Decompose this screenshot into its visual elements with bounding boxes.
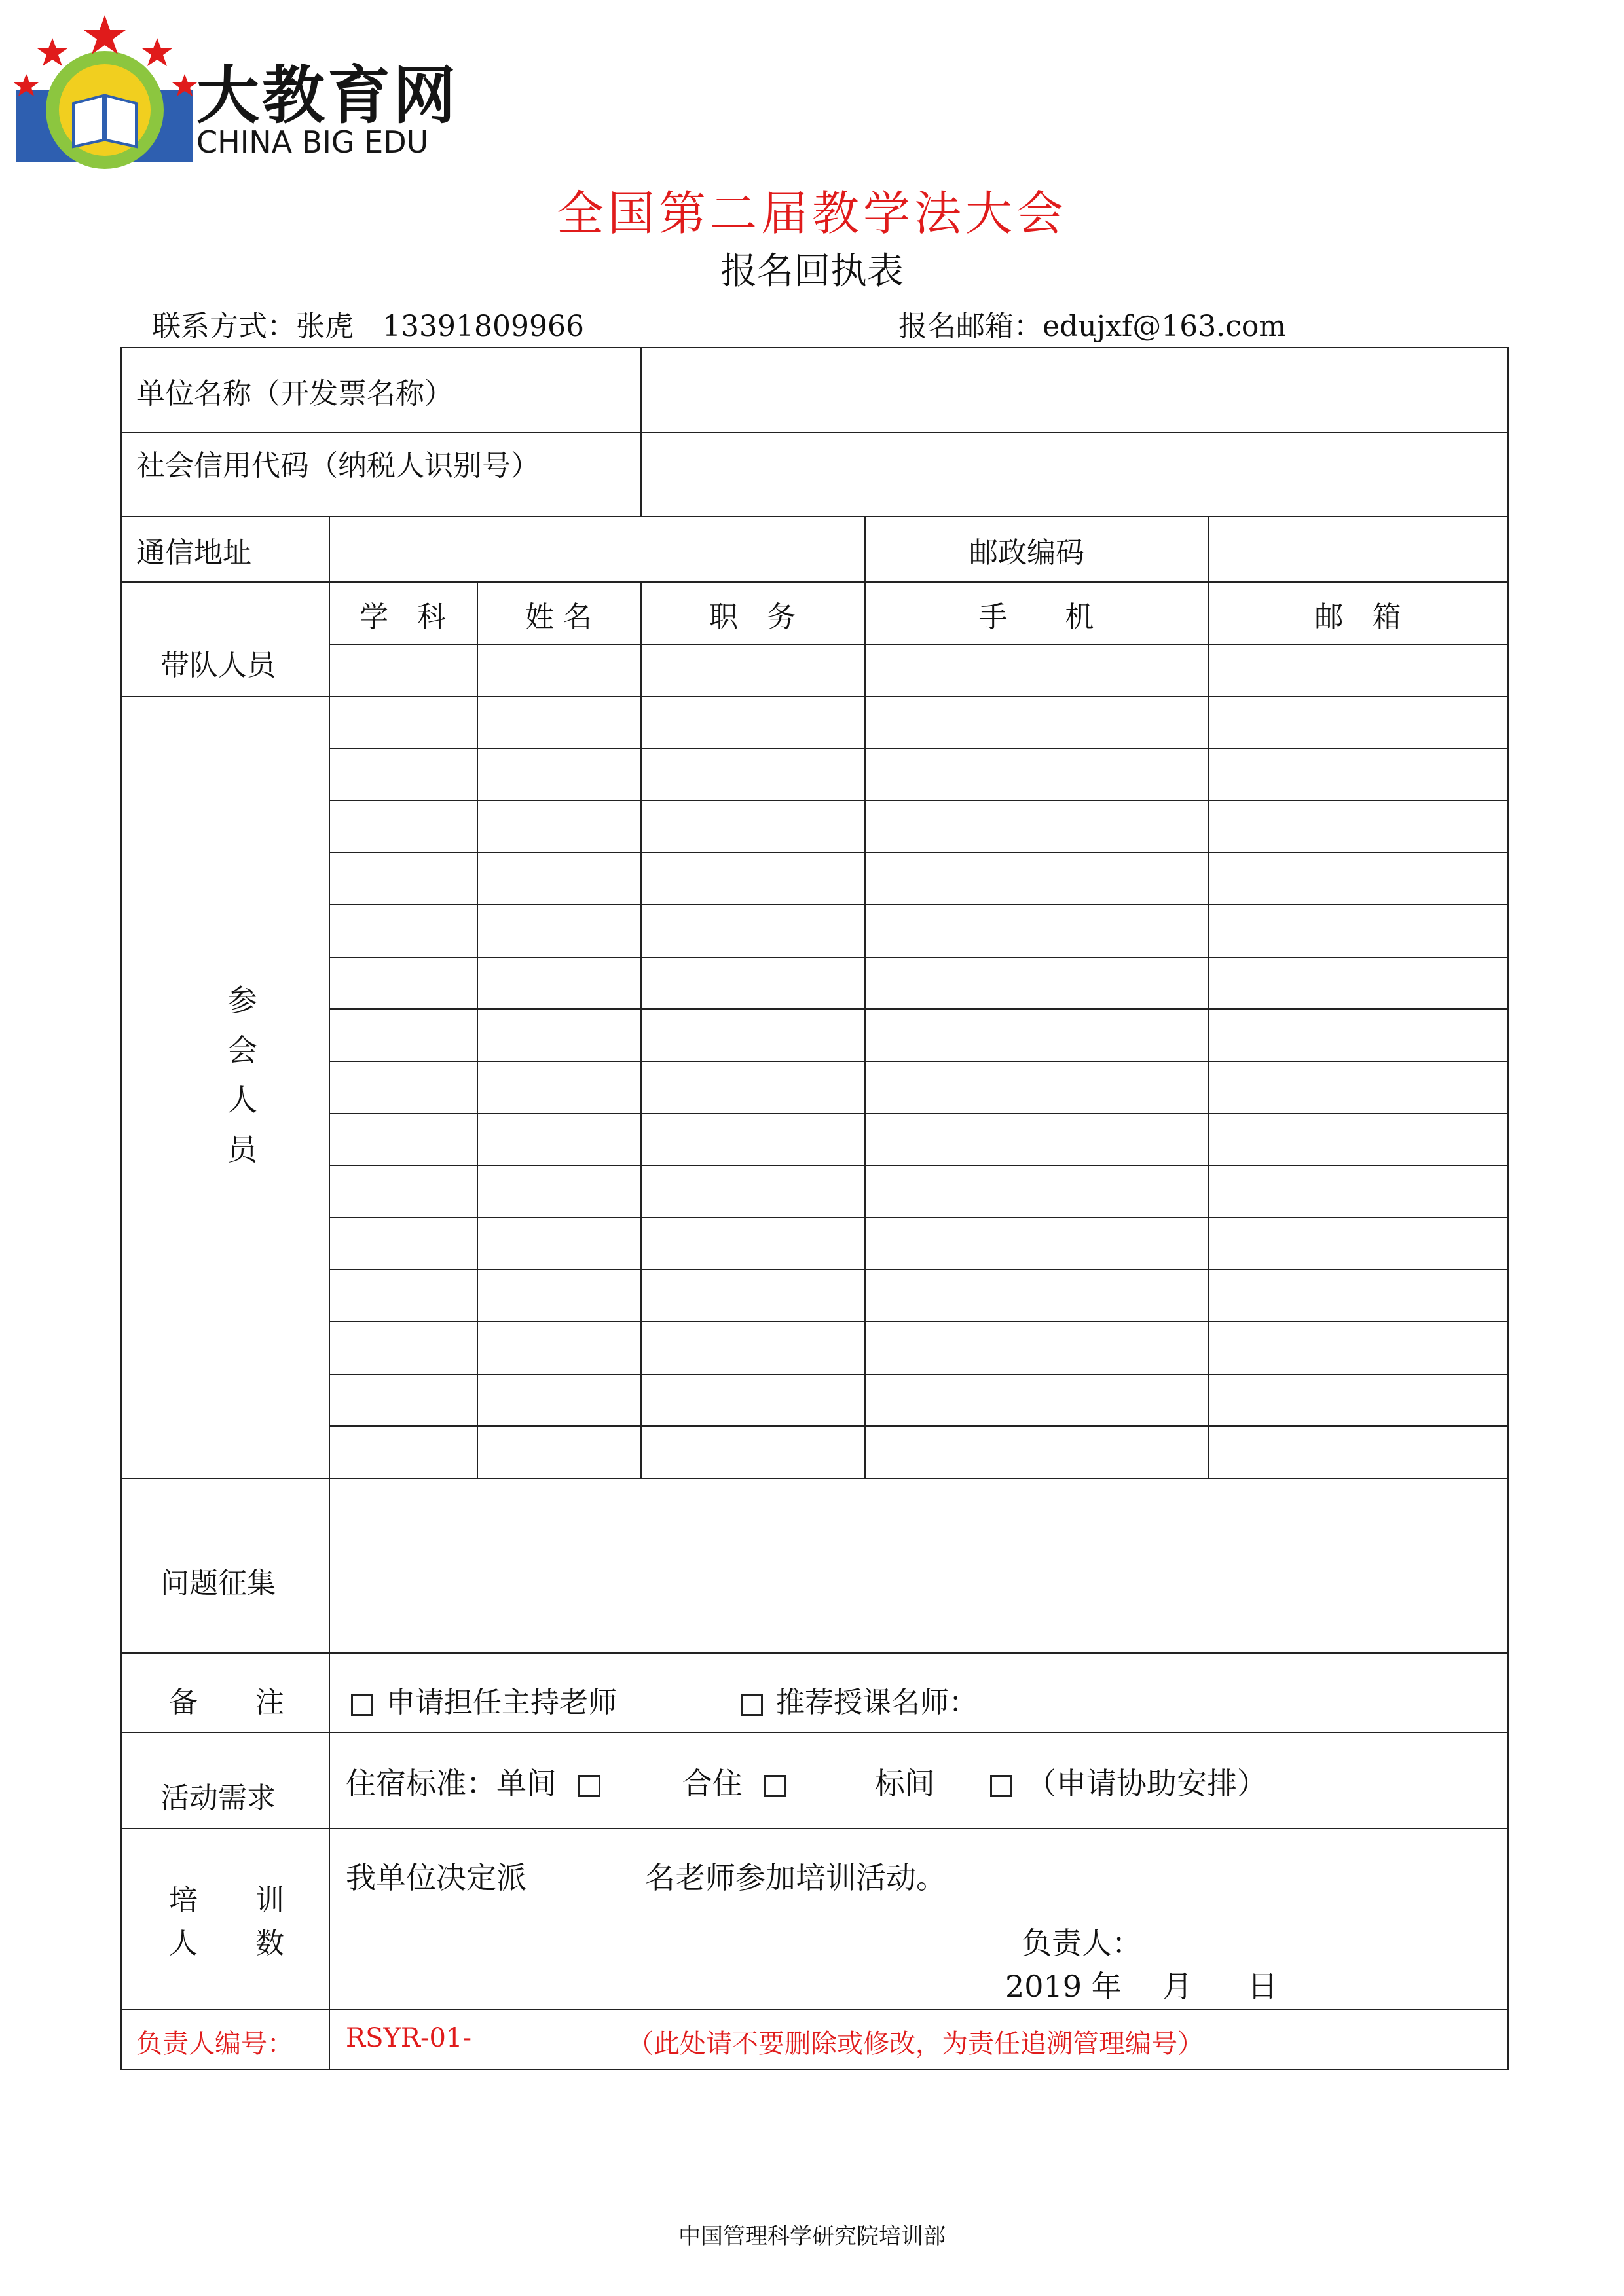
recommend-checkbox[interactable] (741, 1694, 763, 1716)
questions-label: 问题征集 (160, 1567, 276, 1600)
standard-room-label: 标间 (874, 1766, 935, 1801)
remarks-options (347, 1679, 617, 1721)
recommend-option (737, 1679, 978, 1721)
count-label-1: 培 训 (169, 1884, 284, 1917)
responsible-id-label: 负责人编号： (136, 2029, 293, 2059)
form-subtitle: 报名回执表 (720, 250, 904, 293)
responsible-id-value: RSYR-01- (346, 2023, 471, 2053)
footer-organization: 中国管理科学研究院培训部 (678, 2223, 946, 2250)
recommend-option-label: 推荐授课名师： (776, 1686, 978, 1719)
date-month: 月 (1162, 1969, 1192, 2004)
standard-room-checkbox[interactable] (990, 1775, 1012, 1797)
column-name: 姓 名 (525, 600, 592, 634)
remarks-label: 备 注 (169, 1686, 284, 1719)
logo-subtitle: CHINA BIG EDU (196, 124, 429, 160)
single-room-checkbox[interactable] (578, 1775, 600, 1797)
logo-title: 大教育网 (196, 59, 458, 132)
address-label: 通信地址 (136, 536, 251, 570)
credit-code-label: 社会信用代码（纳税人识别号） (136, 449, 540, 483)
contact-info: 联系方式：张虎 13391809966 (152, 310, 584, 343)
column-position: 职 务 (709, 600, 796, 634)
count-sentence-a: 我单位决定派 (346, 1860, 526, 1895)
registration-email: 报名邮箱：edujxf@163.com (898, 310, 1287, 343)
count-label-2: 人 数 (169, 1927, 284, 1960)
page-title: 全国第二届教学法大会 (556, 186, 1067, 241)
shared-room-checkbox[interactable] (764, 1775, 786, 1797)
needs-label: 活动需求 (160, 1781, 276, 1815)
count-sentence-b: 名老师参加培训活动。 (645, 1860, 946, 1895)
column-subject: 学 科 (360, 600, 446, 634)
date-day: 日 (1247, 1969, 1278, 2004)
unit-name-label: 单位名称（开发票名称） (136, 377, 453, 410)
accommodation-options (346, 1760, 1267, 1803)
host-checkbox[interactable] (351, 1694, 373, 1716)
column-phone: 手 机 (978, 600, 1094, 634)
postcode-label: 邮政编码 (969, 536, 1084, 570)
host-option-label: 申请担任主持老师 (386, 1686, 617, 1719)
date-year: 2019 年 (1005, 1969, 1122, 2004)
column-email: 邮 箱 (1314, 600, 1401, 634)
responsible-id-note: （此处请不要删除或修改，为责任追溯管理编号） (627, 2029, 1204, 2059)
needs-suffix: （申请协助安排） (1026, 1766, 1267, 1801)
single-room-label: 住宿标准：单间 (346, 1766, 557, 1801)
attendee-label: 参 会 人 员 (227, 983, 257, 1167)
leader-label: 带队人员 (160, 649, 276, 682)
responsible-person-label: 负责人： (1022, 1925, 1142, 1961)
shared-room-label: 合住 (682, 1766, 743, 1801)
